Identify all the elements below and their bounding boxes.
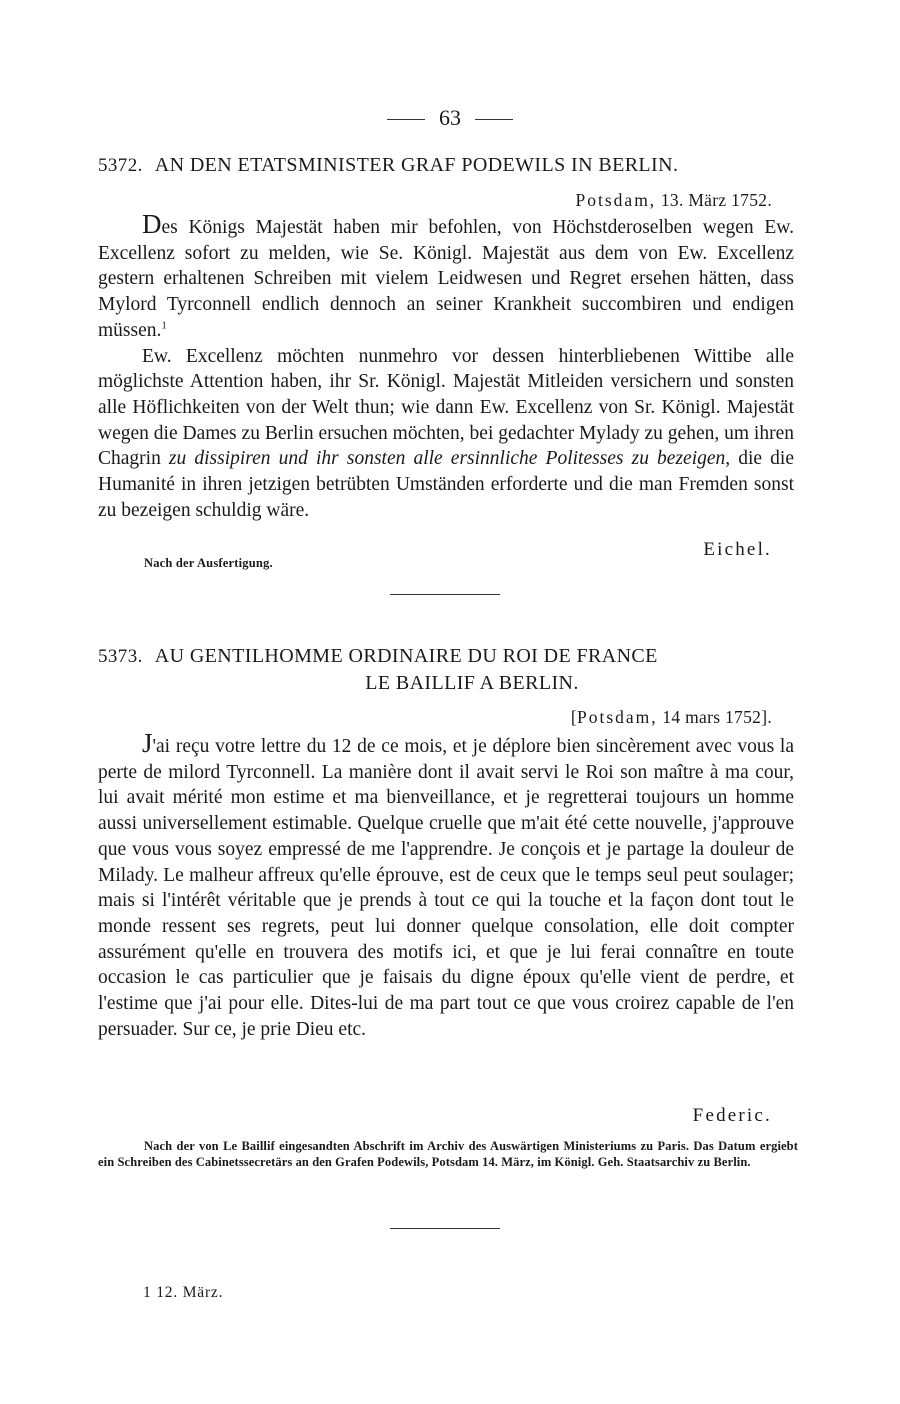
letter-5372-dateline bbox=[576, 188, 772, 212]
letter-5373-source-note: Nach der von Le Baillif eingesandten Abschrift im Archiv des Auswärtigen Ministeriums zu Paris. Das Datum ergiebt ein Schreiben des Cabinetssecretärs an den Grafen Podewils, Potsdam 14. März, im Königl. Geh. Staatsarchiv zu Berlin. bbox=[98, 1139, 798, 1169]
drop-initial: J bbox=[142, 728, 153, 758]
separator-rule-bottom bbox=[390, 1228, 500, 1229]
footnote-text: 12. März. bbox=[156, 1284, 224, 1301]
paragraph-text-a: Ew. Excellenz möchten nunmehro vor dessen hinterbliebenen Wittibe alle möglichste Attention haben, ihr Sr. Königl. Majestät Mitleiden versichern und sonsten alle Höflichkeiten von der Welt thun; wie dann Ew. Excellenz von Sr. Königl. Majestät wegen die Dames zu Berlin ersuchen möchten, bei gedachter Mylady zu gehen, um ihren Chagrin bbox=[98, 345, 794, 470]
letter-5372-number: 5372. bbox=[98, 155, 143, 176]
paragraph-text-b: die die Humanité in ihren jetzigen betrübten Umständen erforderte und die man Fremden sonst zu bezeigen schuldig wäre. bbox=[98, 448, 794, 521]
page-header bbox=[0, 104, 900, 132]
header-dash-right bbox=[475, 119, 513, 120]
letter-5372-place: Potsdam, bbox=[575, 190, 657, 210]
letter-5373-signature: Federic. bbox=[692, 1105, 772, 1126]
letter-5373-body bbox=[98, 728, 794, 1042]
bracket-open: [ bbox=[570, 707, 577, 727]
paragraph-text: 'ai reçu votre lettre du 12 de ce mois, et je déplore bien sincèrement avec vous la perte de milord Tyrconnell. La manière dont il avait servi le Roi son maître à ma cour, lui avait mérité mon estime et ma bienveillance, et je regretterai toujours un homme aussi universellement estimable. Quelque cruelle que m'ait été cette nouvelle, j'approuve que vous vous soyez empressé de me l'apprendre. Je conçois et je partage la douleur de Milady. Le malheur affreux qu'elle éprouve, est de ceux que le temps seul peut soulager; mais si l'intérêt véritable que je prends à tout ce qui la touche et la façon dont tout le monde ressent ses regrets, peut lui donner quelque consolation, elle doit compter assurément qu'elle en trouvera des motifs ici, et que je lui ferai connaître en toute occasion le cas particulier que je faisais du digne époux qu'elle vient de perdre, et l'estime que j'ai pour elle. Dites-lui de ma part tout ce que vous croirez capable de l'en persuader. Sur ce, je prie Dieu etc. bbox=[98, 736, 794, 1040]
letter-5372-body bbox=[98, 209, 794, 523]
page-number: 63 bbox=[439, 105, 461, 130]
letter-5373-title-line1: AU GENTILHOMME ORDINAIRE DU ROI DE FRANCE bbox=[154, 645, 658, 667]
letter-5372-paragraph-1 bbox=[98, 209, 794, 344]
paragraph-text: es Königs Majestät haben mir befohlen, von Höchstderoselben wegen Ew. Excellenz sofort zu melden, wie Se. Königl. Majestät aus dem von Ew. Excellenz gestern erhaltenen Schreiben mit vielem Leidwesen und Regret ersehen hätten, dass Mylord Tyrconnell endlich dennoch an seiner Krankheit succombiren und endigen müssen. bbox=[98, 217, 794, 341]
separator-rule bbox=[390, 594, 500, 595]
letter-5372-heading bbox=[98, 152, 798, 179]
letter-5373-date: 14 mars 1752]. bbox=[662, 707, 772, 727]
letter-5373-title-line2: LE BAILLIF A BERLIN. bbox=[365, 672, 579, 694]
letter-5373-paragraph bbox=[98, 728, 794, 1042]
page-footnote bbox=[143, 1284, 223, 1302]
header-dash-left bbox=[387, 119, 425, 120]
letter-5372-source: Nach der Ausfertigung. bbox=[144, 556, 273, 570]
letter-5373-heading bbox=[98, 643, 798, 697]
drop-initial: D bbox=[142, 209, 162, 239]
letter-5373-dateline bbox=[571, 705, 772, 729]
letter-5372-title: AN DEN ETATSMINISTER GRAF PODEWILS IN BERLIN. bbox=[154, 154, 679, 176]
letter-5372-paragraph-2 bbox=[98, 344, 794, 524]
letter-5373-number: 5373. bbox=[98, 646, 143, 667]
letter-5373-place: Potsdam, bbox=[576, 707, 658, 727]
footnote-mark: 1 bbox=[143, 1284, 152, 1301]
letter-5372-signature: Eichel. bbox=[703, 539, 772, 560]
letter-5372-date: 13. März 1752. bbox=[660, 190, 772, 210]
footnote-reference: 1 bbox=[161, 319, 167, 332]
paragraph-text-italic: zu dissipiren und ihr sonsten alle ersinnliche Politesses zu bezeigen, bbox=[168, 448, 731, 470]
